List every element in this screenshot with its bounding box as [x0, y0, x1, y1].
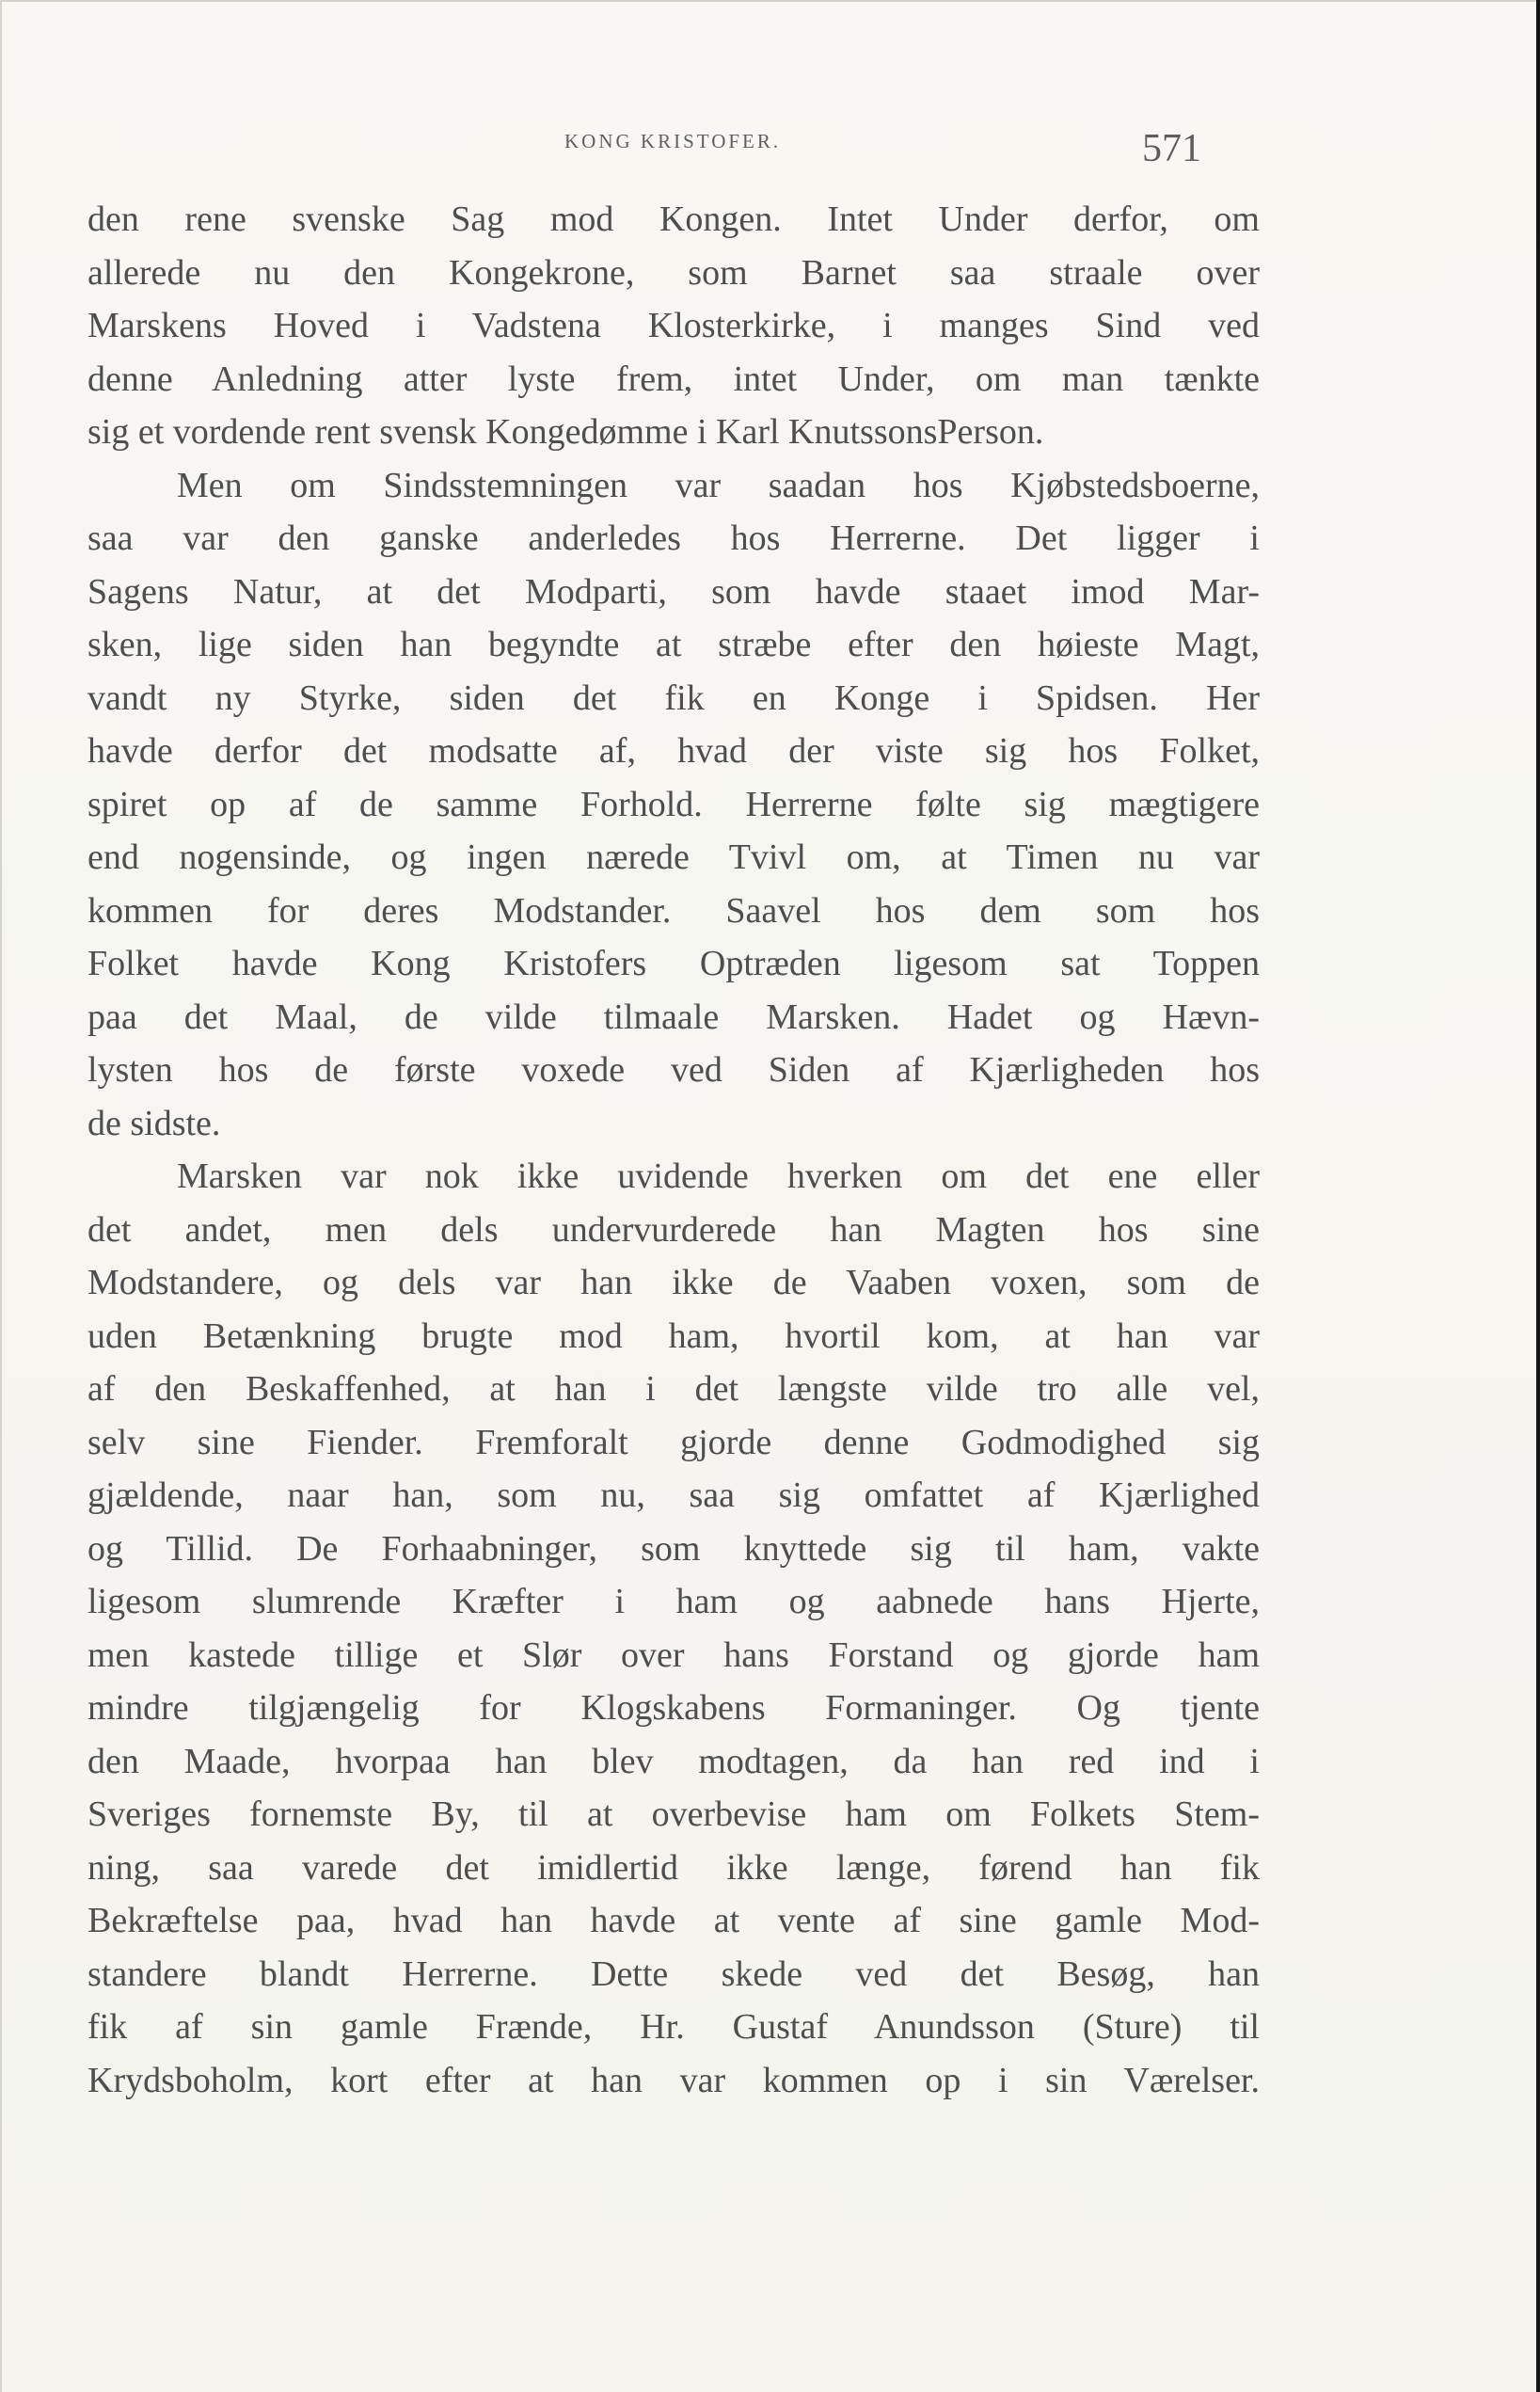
text-line: og Tillid. De Forhaabninger, som knyttede sig til ham, vakte — [87, 1528, 1260, 1569]
text-line: af den Beskaffenhed, at han i det længste vilde tro alle vel, — [87, 1369, 1260, 1409]
text-line: denne Anledning atter lyste frem, intet Under, om man tænkte — [87, 359, 1260, 399]
text-line: Bekræftelse paa, hvad han havde at vente af sine gamle Mod- — [87, 1901, 1260, 1940]
text-line: Sagens Natur, at det Modparti, som havde staaet imod Mar- — [87, 571, 1260, 612]
text-line: standere blandt Herrerne. Dette skede ved det Besøg, han — [87, 1953, 1260, 1994]
text-line: Men om Sindsstemningen var saadan hos Kjøbstedsboerne, — [177, 465, 1260, 505]
text-line: Marskens Hoved i Vadstena Klosterkirke, i manges Sind ved — [87, 306, 1260, 345]
page-right-edge — [1536, 0, 1540, 2392]
text-line: uden Betænkning brugte mod ham, hvortil kom, at han var — [87, 1316, 1260, 1356]
body-text — [87, 193, 1260, 2107]
text-line: den rene svenske Sag mod Kongen. Intet Under derfor, om — [87, 199, 1260, 239]
text-line: mindre tilgjængelig for Klogskabens Formaninger. Og tjente — [87, 1688, 1260, 1728]
text-line: fik af sin gamle Frænde, Hr. Gustaf Anundsson (Sture) til — [87, 2007, 1260, 2047]
text-line: saa var den ganske anderledes hos Herrerne. Det ligger i — [87, 518, 1260, 558]
text-line: det andet, men dels undervurderede han Magten hos sine — [87, 1209, 1260, 1250]
text-line: vandt ny Styrke, siden det fik en Konge i Spidsen. Her — [87, 678, 1260, 718]
text-line: paa det Maal, de vilde tilmaale Marsken. Hadet og Hævn- — [87, 997, 1260, 1037]
text-line: den Maade, hvorpaa han blev modtagen, da han red ind i — [87, 1741, 1260, 1781]
text-line: Marsken var nok ikke uvidende hverken om det ene eller — [177, 1156, 1260, 1196]
text-line: ligesom slumrende Kræfter i ham og aabnede hans Hjerte, — [87, 1582, 1260, 1621]
running-head — [0, 127, 1540, 170]
text-line: men kastede tillige et Slør over hans Forstand og gjorde ham — [87, 1635, 1260, 1675]
text-line: Folket havde Kong Kristofers Optræden ligesom sat Toppen — [87, 944, 1260, 983]
text-line: sig et vordende rent svensk Kongedømme i Karl KnutssonsPerson. — [87, 412, 1044, 452]
text-line: Sveriges fornemste By, til at overbevise ham om Folkets Stem- — [87, 1794, 1260, 1834]
text-line: selv sine Fiender. Fremforalt gjorde denne Godmodighed sig — [87, 1422, 1260, 1462]
text-line: Modstandere, og dels var han ikke de Vaaben voxen, som de — [87, 1263, 1260, 1302]
text-line: gjældende, naar han, som nu, saa sig omfattet af Kjærlighed — [87, 1475, 1260, 1515]
page-left-edge — [0, 0, 2, 2392]
text-line: kommen for deres Modstander. Saavel hos dem som hos — [87, 890, 1260, 931]
text-line: allerede nu den Kongekrone, som Barnet saa straale over — [87, 252, 1260, 293]
running-head-title: KONG KRISTOFER. — [564, 130, 782, 152]
page-top-edge — [0, 0, 1540, 2]
text-line: havde derfor det modsatte af, hvad der viste sig hos Folket, — [87, 731, 1260, 771]
text-line: end nogensinde, og ingen nærede Tvivl om, at Timen nu var — [87, 837, 1260, 877]
text-line: spiret op af de samme Forhold. Herrerne følte sig mægtigere — [87, 784, 1260, 824]
text-line: de sidste. — [87, 1103, 221, 1143]
text-line: sken, lige siden han begyndte at stræbe efter den høieste Magt, — [87, 625, 1260, 664]
page-number: 571 — [1142, 127, 1201, 170]
text-line: Krydsboholm, kort efter at han var kommen op i sin Værelser. — [87, 2060, 1260, 2100]
text-line: lysten hos de første voxede ved Siden af Kjærligheden hos — [87, 1050, 1260, 1090]
text-line: ning, saa varede det imidlertid ikke længe, førend han fik — [87, 1847, 1260, 1888]
